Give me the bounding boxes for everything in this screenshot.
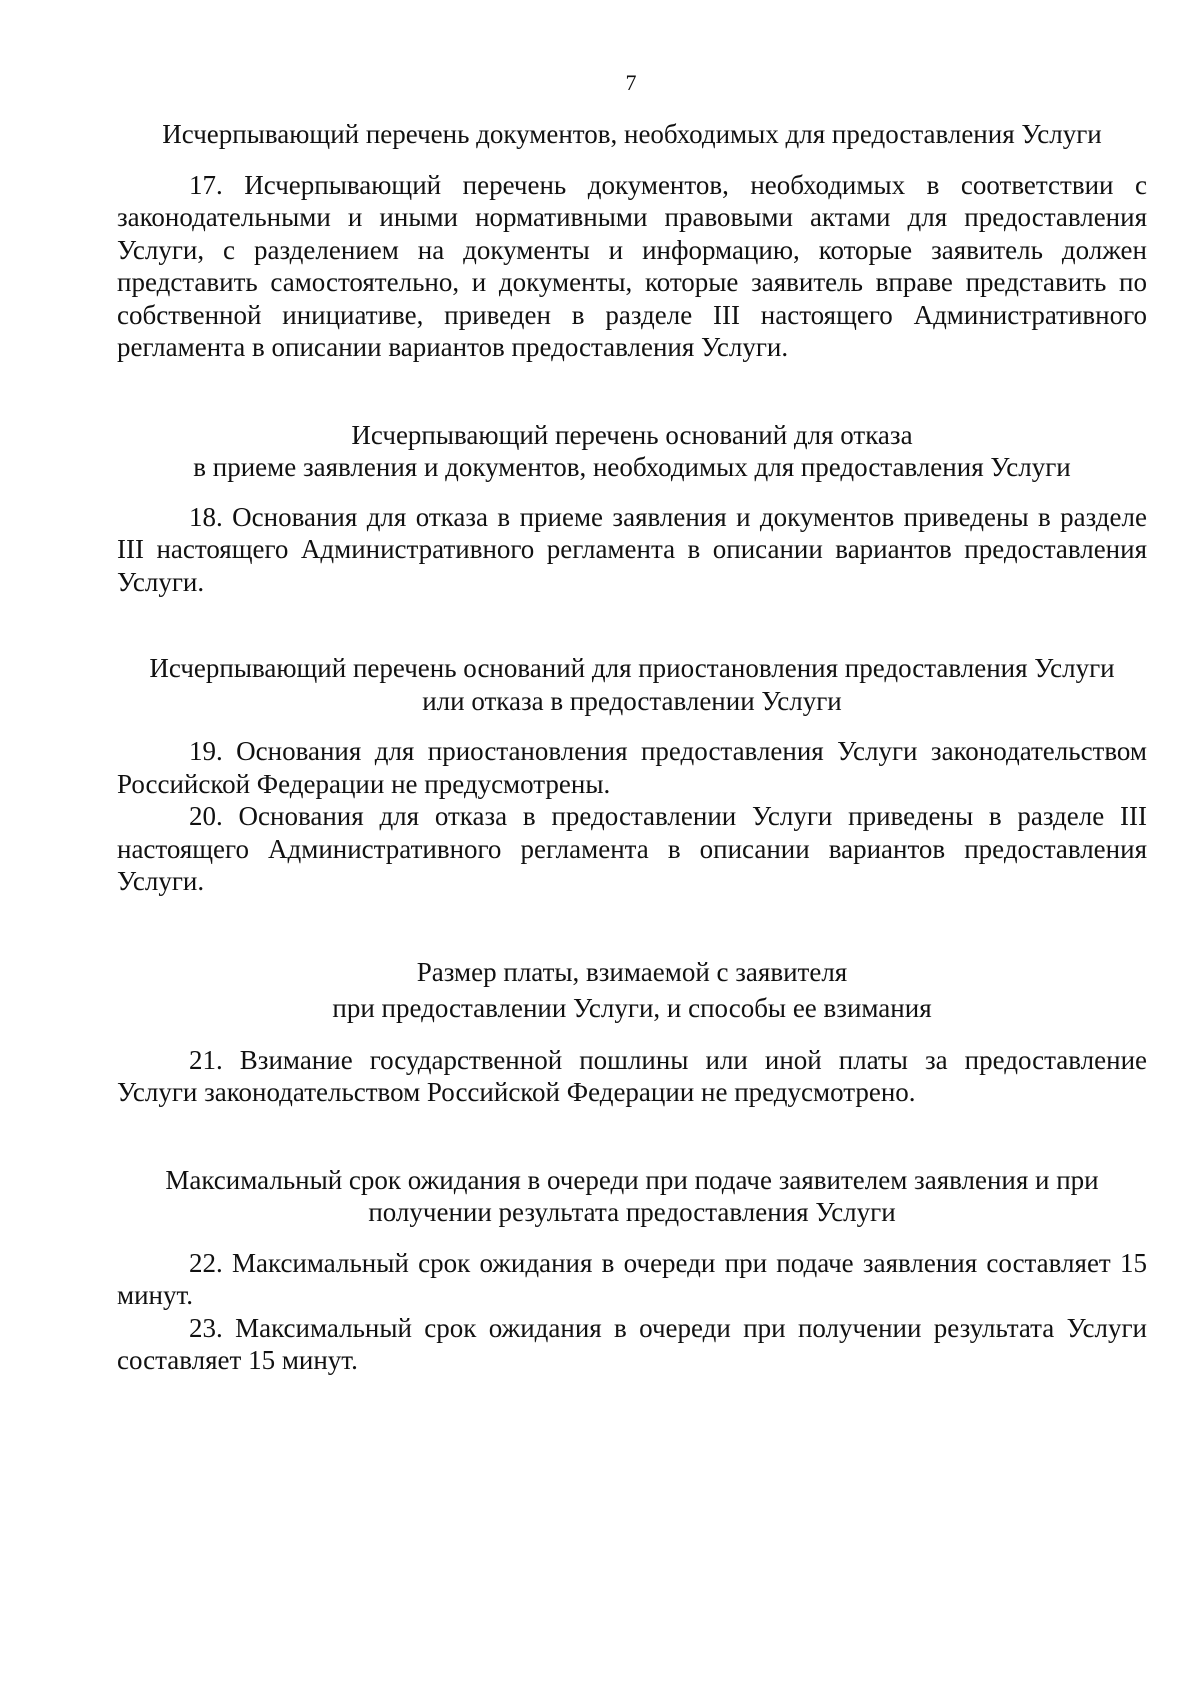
heading-line: Исчерпывающий перечень оснований для приостановления предоставления Услуги	[149, 653, 1115, 683]
document-body	[117, 118, 1147, 1377]
page-number: 7	[625, 70, 637, 95]
section-heading-queue-time	[117, 1164, 1147, 1229]
paragraph-20: 20. Основания для отказа в предоставлении Услуги приведены в разделе III настоящего Административного регламента в описании вариантов предоставления Услуги.	[117, 801, 1147, 896]
paragraph-17: 17. Исчерпывающий перечень документов, необходимых в соответствии с законодательными и иными нормативными правовыми актами для предоставления Услуги, с разделением на документы и информацию, которые заявитель должен представить самостоятельно, и документы, которые заявитель вправе представить по собственной инициативе, приведен в разделе III настоящего Административного регламента в описании вариантов предоставления Услуги.	[117, 169, 1147, 362]
heading-line: или отказа в предоставлении Услуги	[422, 685, 842, 716]
section-heading-suspension-refusal	[117, 652, 1147, 717]
heading-line: Исчерпывающий перечень оснований для отказа	[351, 419, 913, 450]
section-heading-fee	[117, 954, 1147, 1026]
paragraph-21: 21. Взимание государственной пошлины или иной платы за предоставление Услуги законодательством Российской Федерации не предусмотрено.	[117, 1044, 1147, 1107]
section-heading-documents-list	[117, 118, 1147, 151]
heading-line: Максимальный срок ожидания в очереди при подаче заявителем заявления и при	[165, 1164, 1099, 1195]
heading-line: Размер платы, взимаемой с заявителя	[416, 956, 848, 987]
heading-line: в приеме заявления и документов, необходимых для предоставления Услуги	[193, 452, 1071, 482]
paragraph-19: 19. Основания для приостановления предоставления Услуги законодательством Российской Федерации не предусмотрены.	[117, 736, 1147, 799]
paragraph-18: 18. Основания для отказа в приеме заявления и документов приведены в разделе III настоящего Административного регламента в описании вариантов предоставления Услуги.	[117, 501, 1147, 597]
heading-line: получении результата предоставления Услуги	[368, 1197, 896, 1227]
paragraph-22: 22. Максимальный срок ожидания в очереди при подаче заявления составляет 15 минут.	[117, 1247, 1147, 1310]
paragraph-23: 23. Максимальный срок ожидания в очереди при получении результата Услуги составляет 15 минут.	[117, 1312, 1147, 1375]
heading-line: Исчерпывающий перечень документов, необходимых для предоставления Услуги	[162, 119, 1102, 149]
heading-line: при предоставлении Услуги, и способы ее взимания	[332, 992, 932, 1023]
section-heading-refusal-acceptance	[117, 419, 1147, 484]
